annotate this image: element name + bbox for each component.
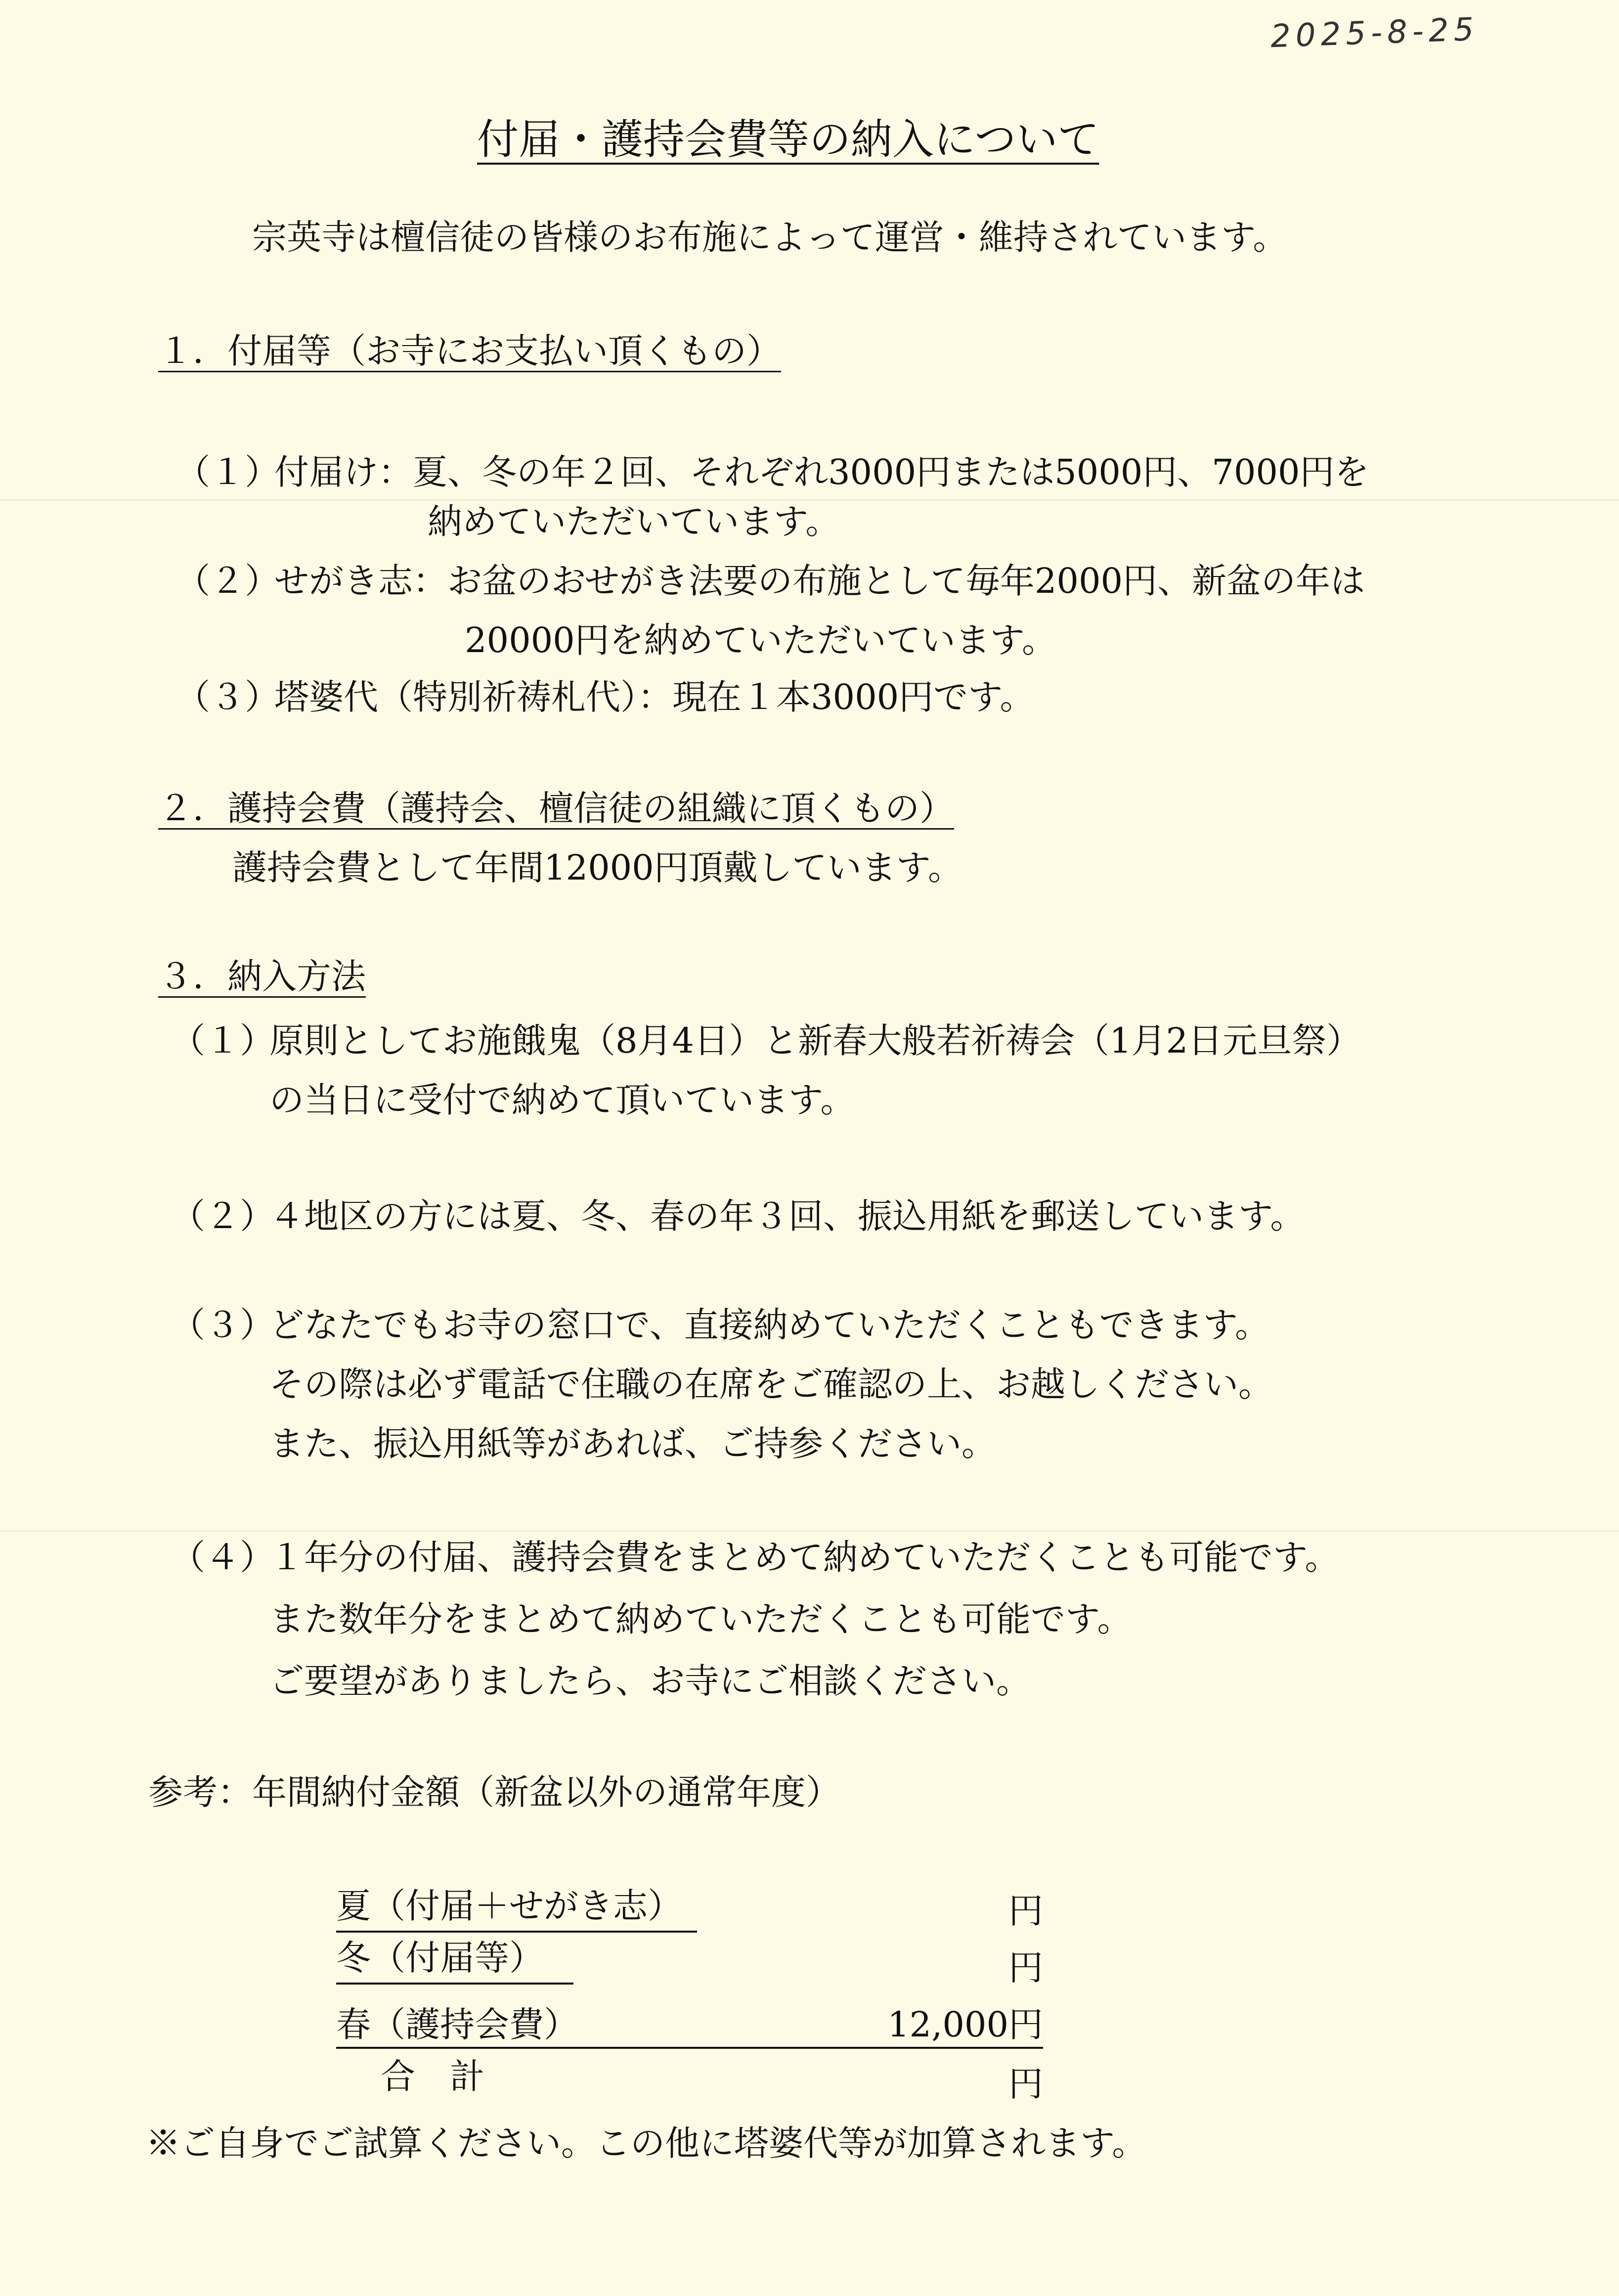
section3-item4-line1: １年分の付届、護持会費をまとめて納めていただくことも可能です。 xyxy=(269,1537,1340,1578)
reference-row-label: 春（護持会費） xyxy=(336,2004,578,2045)
reference-row-label: 合 計 xyxy=(381,2056,484,2097)
reference-row-label: 冬（付届等） xyxy=(336,1938,544,1978)
intro-text: 宗英寺は檀信徒の皆様のお布施によって運営・維持されています。 xyxy=(252,217,1288,258)
section3-item2-number: （２） xyxy=(171,1196,274,1236)
section3-item3-line1: どなたでもお寺の窓口で、直接納めていただくこともできます。 xyxy=(269,1305,1269,1345)
fold-crease xyxy=(0,499,1619,501)
reference-row-amount: 円 xyxy=(1008,1947,1043,1988)
reference-row-underline xyxy=(336,2047,1043,2049)
section3-item1-line1: 原則としてお施餓鬼（8月4日）と新春大般若祈祷会（1月2日元旦祭） xyxy=(269,1020,1361,1061)
reference-row-amount: 12,000円 xyxy=(887,2004,1043,2045)
section2-heading: ２．護持会費（護持会、檀信徒の組織に頂くもの） xyxy=(158,788,954,829)
fold-crease xyxy=(0,1530,1619,1532)
reference-row-label: 夏（付届＋せがき志） xyxy=(336,1886,682,1926)
section3-item1-number: （１） xyxy=(171,1020,274,1061)
section3-item1-line2: の当日に受付で納めて頂いています。 xyxy=(269,1080,855,1120)
section3-item4-line3: ご要望がありましたら、お寺にご相談ください。 xyxy=(269,1661,1031,1701)
section3-item3-line3: また、振込用紙等があれば、ご持参ください。 xyxy=(269,1423,996,1464)
section3-heading: ３．納入方法 xyxy=(158,956,366,997)
section3-item4-line2: また数年分をまとめて納めていただくことも可能です。 xyxy=(269,1599,1132,1639)
section3-item4-number: （４） xyxy=(171,1537,274,1578)
reference-row-underline xyxy=(336,1931,697,1933)
reference-note: ※ご自身でご試算ください。この他に塔婆代等が加算されます。 xyxy=(146,2123,1147,2164)
section1-item3-number: （３） xyxy=(175,677,279,717)
reference-row-underline xyxy=(336,1983,573,1985)
reference-row-amount: 円 xyxy=(1008,2064,1043,2104)
section3-item3-number: （３） xyxy=(171,1305,274,1345)
section1-item1-number: （１） xyxy=(175,452,279,492)
section1-heading: １．付届等（お寺にお支払い頂くもの） xyxy=(158,331,781,371)
section3-item2-line1: ４地区の方には夏、冬、春の年３回、振込用紙を郵送しています。 xyxy=(269,1196,1305,1236)
section2-body: 護持会費として年間12000円頂戴しています。 xyxy=(232,847,963,888)
section1-item1-line1: 付届け：夏、冬の年２回、それぞれ3000円または5000円、7000円を xyxy=(274,452,1369,492)
page-title: 付届・護持会費等の納入について xyxy=(477,115,1099,164)
section1-item1-line2: 納めていただいています。 xyxy=(428,501,840,542)
section1-item2-line1: せがき志：お盆のおせがき法要の布施として毎年2000円、新盆の年は xyxy=(274,561,1365,601)
section1-item2-number: （２） xyxy=(175,561,279,601)
reference-label: 参考：年間納付金額（新盆以外の通常年度） xyxy=(148,1772,840,1812)
handwritten-date: 2025-8-25 xyxy=(1269,11,1480,55)
section3-item3-line2: その際は必ず電話で住職の在席をご確認の上、お越しください。 xyxy=(269,1364,1273,1405)
section1-item3-line1: 塔婆代（特別祈祷札代）：現在１本3000円です。 xyxy=(274,677,1035,717)
reference-row-amount: 円 xyxy=(1008,1891,1043,1931)
section1-item2-line2: 20000円を納めていただいています。 xyxy=(465,620,1057,661)
